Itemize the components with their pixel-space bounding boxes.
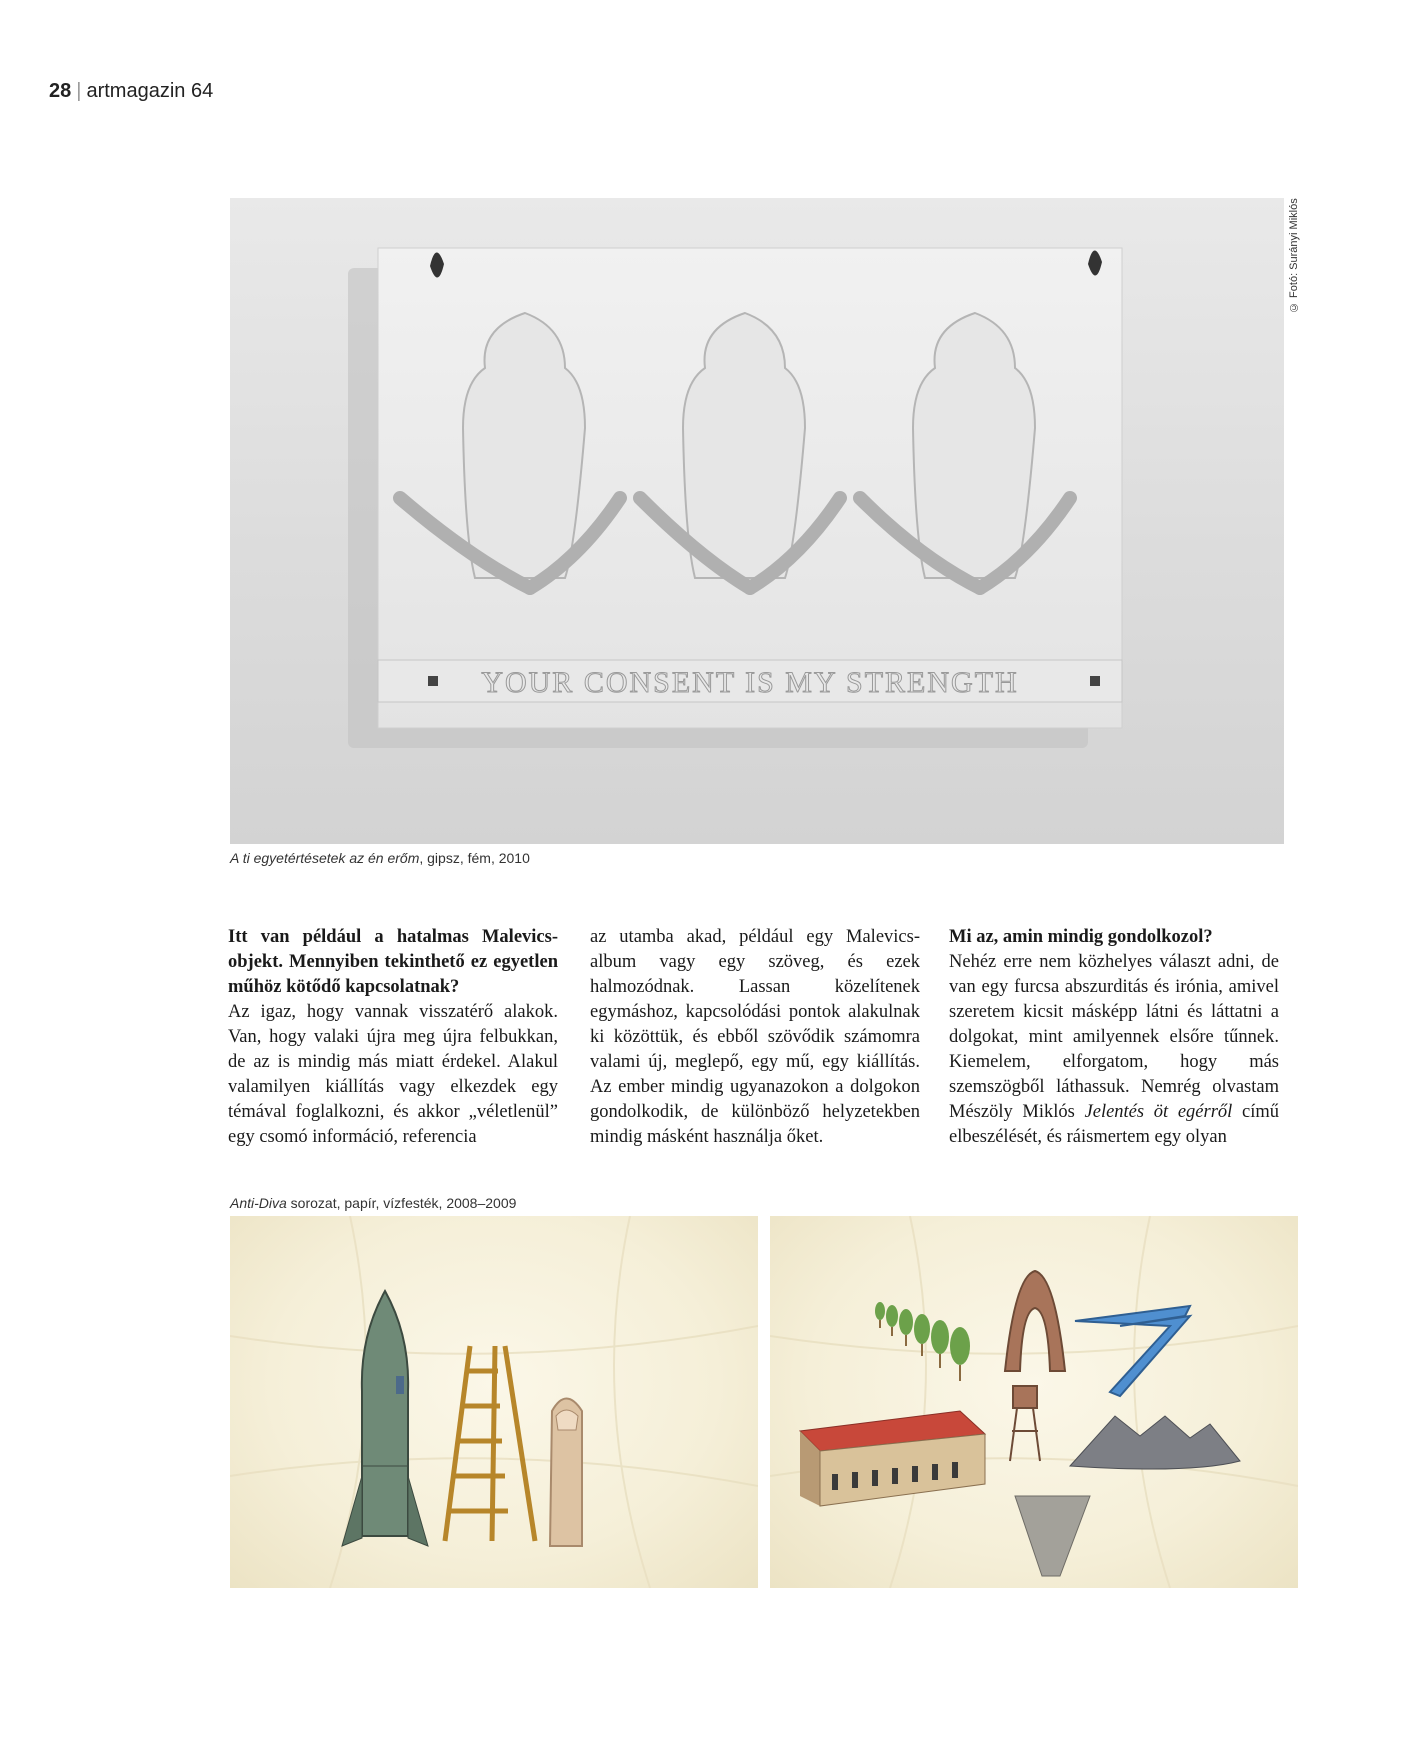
painting-rocket-ladder-finger bbox=[230, 1216, 758, 1588]
article-column-3 bbox=[949, 925, 1279, 1150]
mountains-drawing bbox=[1070, 1416, 1240, 1469]
barn-drawing bbox=[800, 1411, 985, 1506]
road-drawing bbox=[1015, 1496, 1090, 1576]
water-tower-drawing bbox=[1010, 1386, 1040, 1461]
relief-caption-title: A ti egyetértésetek az én erőm bbox=[230, 850, 420, 866]
ladder-drawing bbox=[445, 1346, 535, 1541]
answer-2-text-b: című elbeszélését, és ráismertem egy olyan bbox=[949, 1102, 1279, 1147]
page-number: 28 bbox=[49, 80, 72, 102]
interview-answer-2 bbox=[949, 950, 1279, 1150]
interview-question-1: Itt van például a hatalmas Malevics-objekt. Mennyiben tekinthető ez egyetlen műhöz kötődő kapcsolatnak? bbox=[228, 927, 558, 997]
rocket-drawing bbox=[342, 1291, 428, 1546]
interview-answer-1: Az igaz, hogy vannak visszatérő alakok. Van, hogy valaki újra meg újra felbukkan, de az is mindig más miatt érdekel. Alakul valamilyen kiállítás vagy elkezdek egy témával foglalkozni, és akkor „véletlenül” egy csomó információ, referencia bbox=[228, 1002, 558, 1147]
article-column-2 bbox=[590, 925, 920, 1150]
interview-answer-1-cont: az utamba akad, például egy Malevics-album vagy egy szöveg, és ezek halmozódnak. Lassan közelítenek egymáshoz, kapcsolódási pontok alakulnak ki közöttük, és ebből szövődik számomra valami új, meglepő, egy mű, egy kiállítás. Az ember mindig ugyanazokon a dolgokon gondolkodik, de különböző helyzetekben mindig másként használja őket. bbox=[590, 927, 920, 1147]
finger-drawing bbox=[550, 1399, 582, 1547]
article-column-1 bbox=[228, 925, 558, 1150]
photo-credit: © Fotó: Surányi Miklós bbox=[1288, 198, 1300, 313]
tree-row-drawing bbox=[875, 1302, 970, 1381]
painting-landscape-elements bbox=[770, 1216, 1298, 1588]
paintings-caption-details: sorozat, papír, vízfesték, 2008–2009 bbox=[286, 1195, 517, 1211]
answer-2-text-a: Nehéz erre nem közhelyes választ adni, de van egy furcsa abszurditás és irónia, amivel szeretem kicsit másképp látni és láttatni a dolgokat, mint amilyennek elsőre tűnnek. Kiemelem, elforgatom, hogy más szemszögből láthassuk. Nemrég olvastam Mészöly Miklós bbox=[949, 952, 1279, 1122]
book-title: Jelentés öt egérről bbox=[1084, 1102, 1233, 1122]
interview-question-2: Mi az, amin mindig gondolkozol? bbox=[949, 927, 1213, 947]
relief-inscription: YOUR CONSENT IS MY STRENGTH bbox=[481, 666, 1019, 699]
relief-caption-details: , gipsz, fém, 2010 bbox=[419, 850, 530, 866]
paintings-caption-title: Anti-Diva bbox=[230, 1195, 287, 1211]
paintings-caption bbox=[230, 1195, 516, 1211]
relief-photo bbox=[230, 198, 1284, 844]
magazine-name: artmagazin 64 bbox=[86, 80, 214, 102]
arch-tunnel-drawing bbox=[1005, 1271, 1065, 1371]
header-separator: | bbox=[76, 80, 82, 102]
relief-caption bbox=[230, 850, 530, 866]
page-header bbox=[49, 80, 213, 103]
